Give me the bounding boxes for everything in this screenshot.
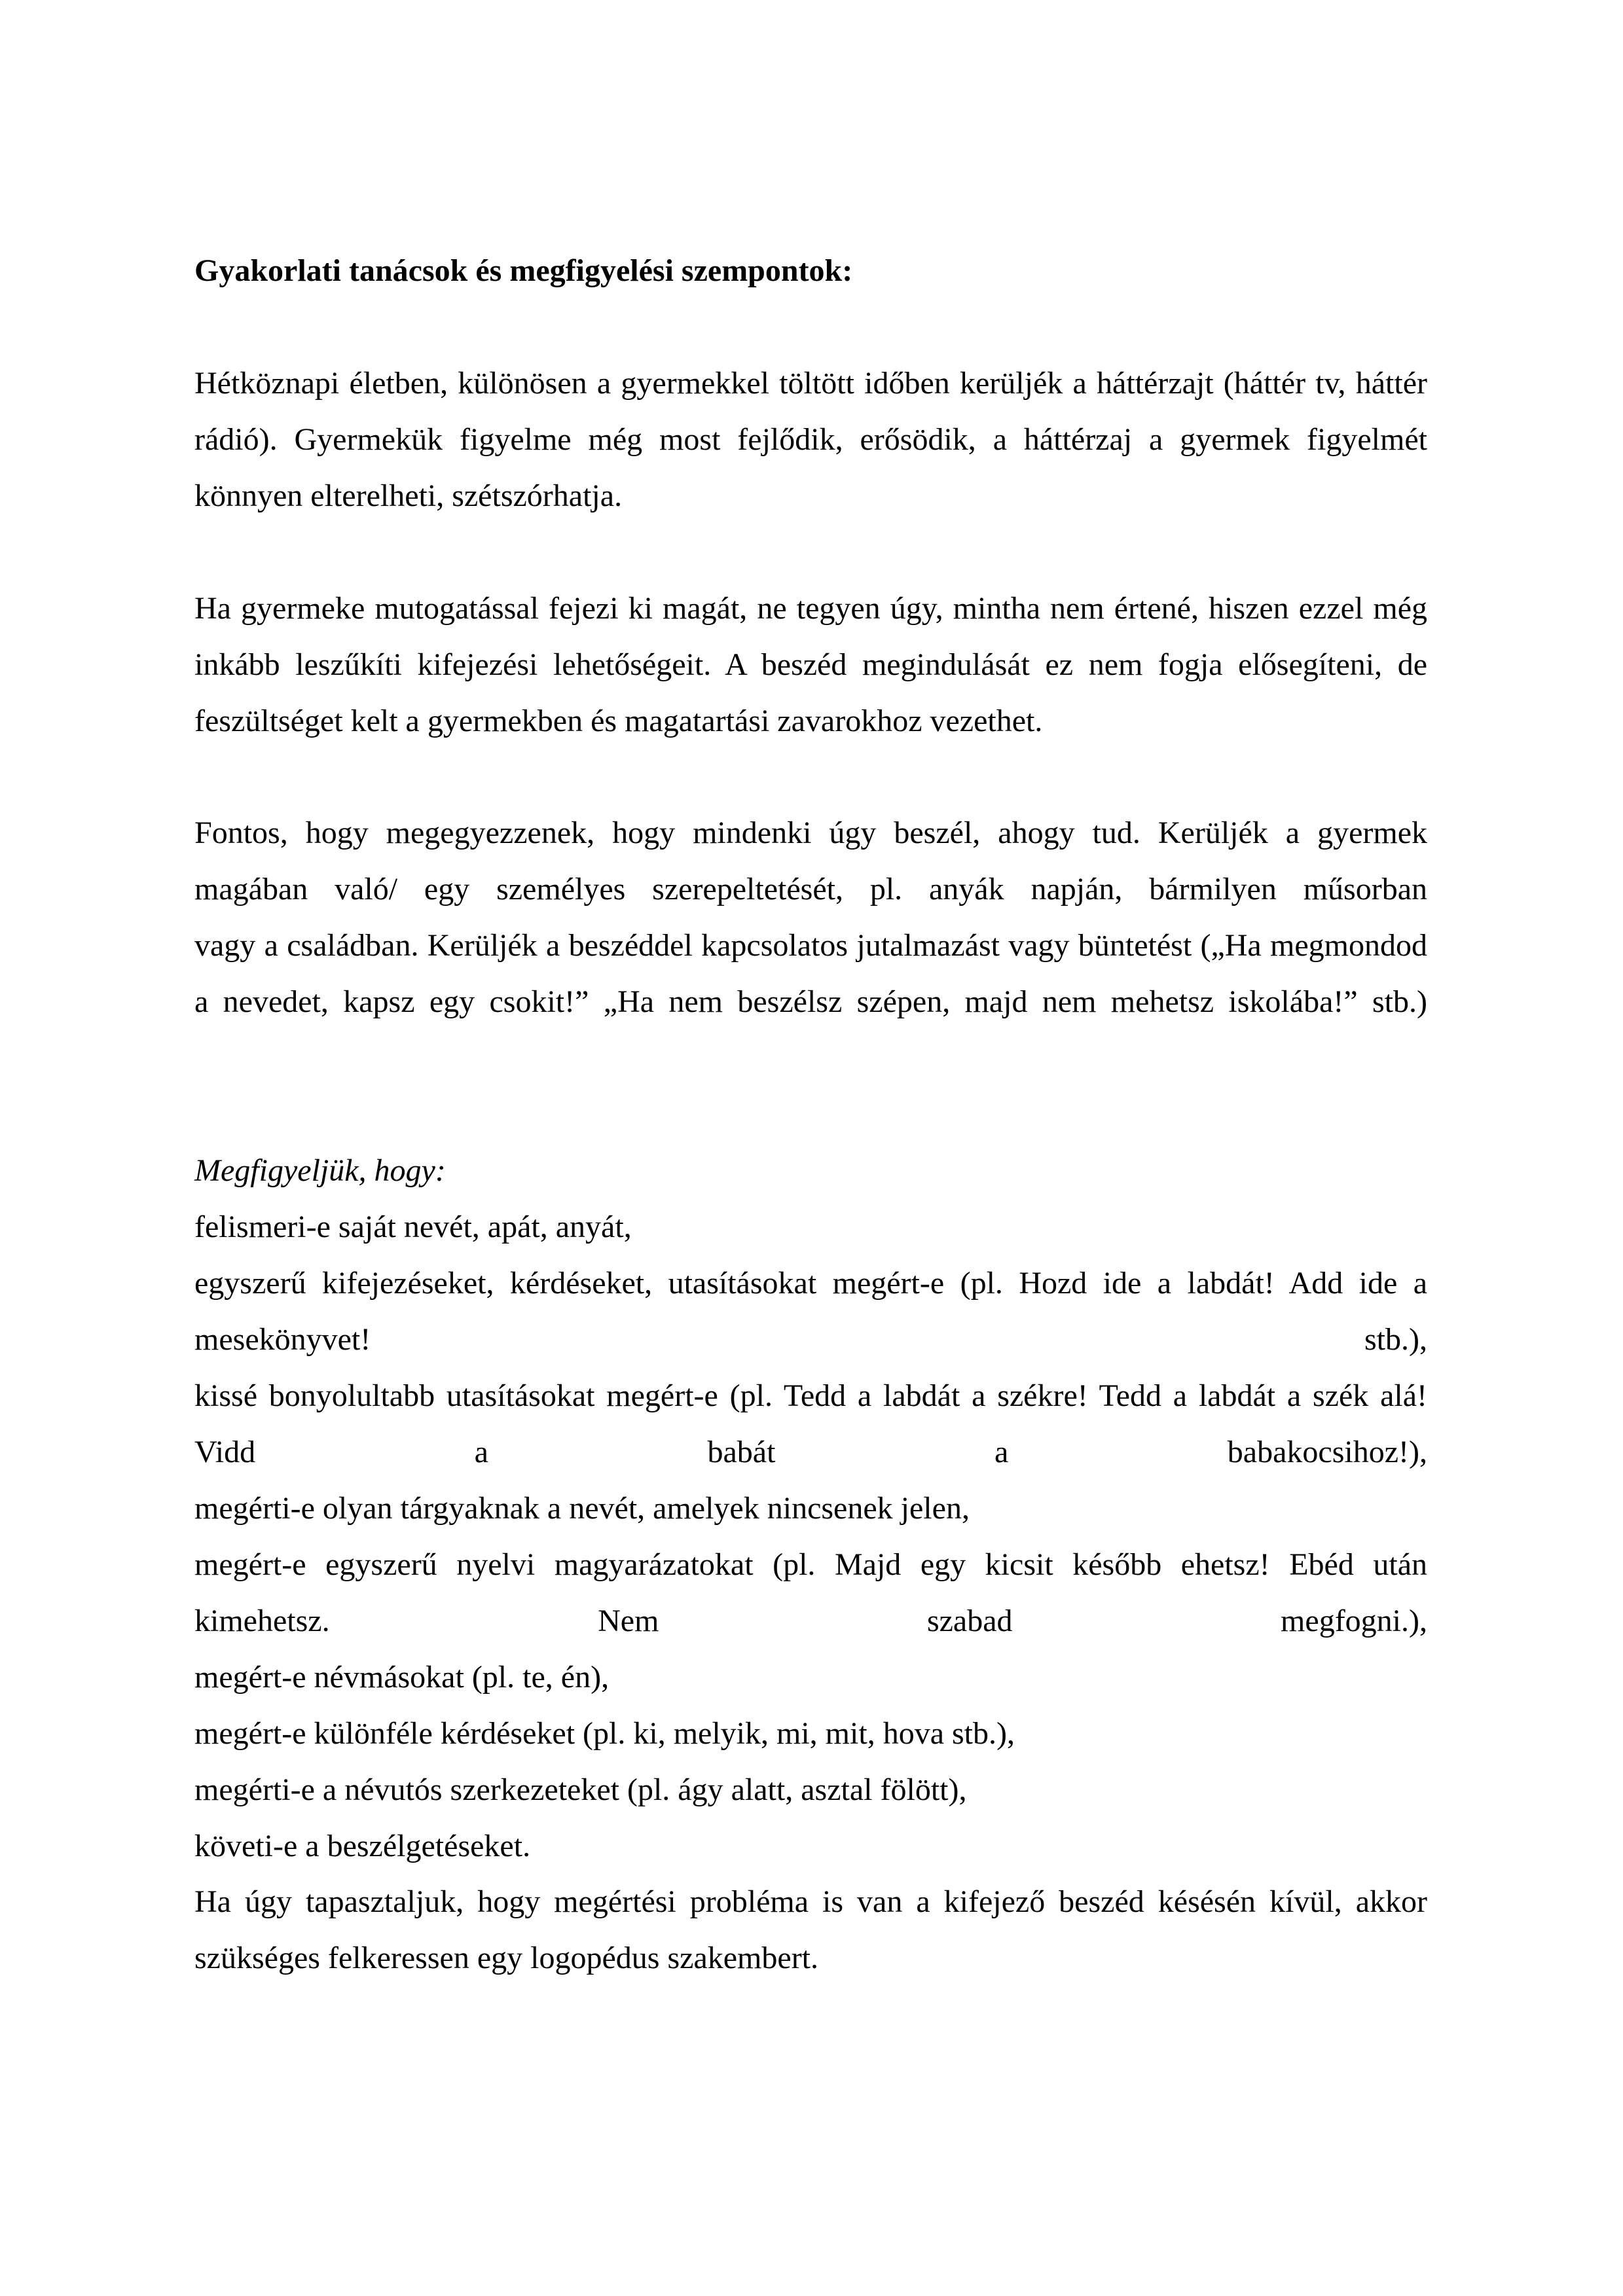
paragraph-speech-therapist: Ha úgy tapasztaljuk, hogy megértési probléma is van a kifejező beszéd késésén kívül, akkor szükséges felkeressen egy logopédus szakembert. [194, 1884, 1427, 1975]
paragraph-pointing-gestures: Ha gyermeke mutogatással fejezi ki magát, ne tegyen úgy, mintha nem értené, hiszen ezzel még inkább leszűkíti kifejezési lehetőségeit. A beszéd megindulását ez nem fogja elősegíteni, de feszültséget kelt a gyermekben és magatartási zavarokhoz vezethet. [194, 591, 1427, 738]
observation-item: megért-e egyszerű nyelvi magyarázatokat (pl. Majd egy kicsit később ehetsz! Ebéd után kimehetsz. Nem szabad megfogni.), [194, 1547, 1427, 1638]
observation-item: megérti-e olyan tárgyaknak a nevét, amelyek nincsenek jelen, [194, 1491, 970, 1526]
paragraph-speaking-agreement-part-2: vagy a családban. Kerüljék a beszéddel kapcsolatos jutalmazást vagy büntetést („Ha megmondod a nevedet, kapsz egy csokit!” „Ha nem beszélsz szépen, majd nem mehetsz iskolába!” stb.) [194, 928, 1427, 1019]
observation-item: kissé bonyolultabb utasításokat megért-e (pl. Tedd a labdát a székre! Tedd a labdát a szék alá! Vidd a babát a babakocsihoz!), [194, 1378, 1427, 1469]
observation-item: felismeri-e saját nevét, apát, anyát, [194, 1210, 632, 1244]
observation-item: megérti-e a névutós szerkezeteket (pl. ágy alatt, asztal fölött), [194, 1772, 967, 1807]
observation-item: követi-e a beszélgetéseket. [194, 1829, 531, 1863]
observation-item: megért-e különféle kérdéseket (pl. ki, melyik, mi, mit, hova stb.), [194, 1716, 1015, 1751]
paragraph-background-noise: Hétköznapi életben, különösen a gyermekkel töltött időben kerüljék a háttérzajt (háttér tv, háttér rádió). Gyermekük figyelme még most fejlődik, erősödik, a háttérzaj a gyermek figyelmét könnyen elterelheti, szétszórhatja. [194, 366, 1427, 513]
paragraph-speaking-agreement [194, 805, 1427, 1030]
section-heading: Gyakorlati tanácsok és megfigyelési szempontok: [194, 253, 853, 288]
observation-item: egyszerű kifejezéseket, kérdéseket, utasításokat megért-e (pl. Hozd ide a labdát! Add ide a mesekönyvet! stb.), [194, 1266, 1427, 1357]
observation-title: Megfigyeljük, hogy: [194, 1153, 446, 1188]
observation-item: megért-e névmásokat (pl. te, én), [194, 1660, 610, 1695]
paragraph-speaking-agreement-part-1: Fontos, hogy megegyezzenek, hogy mindenki úgy beszél, ahogy tud. Kerüljék a gyermek magában való/ egy személyes szerepeltetését, pl. anyák napján, bármilyen műsorban [194, 816, 1427, 906]
observation-list [194, 1199, 1427, 1874]
